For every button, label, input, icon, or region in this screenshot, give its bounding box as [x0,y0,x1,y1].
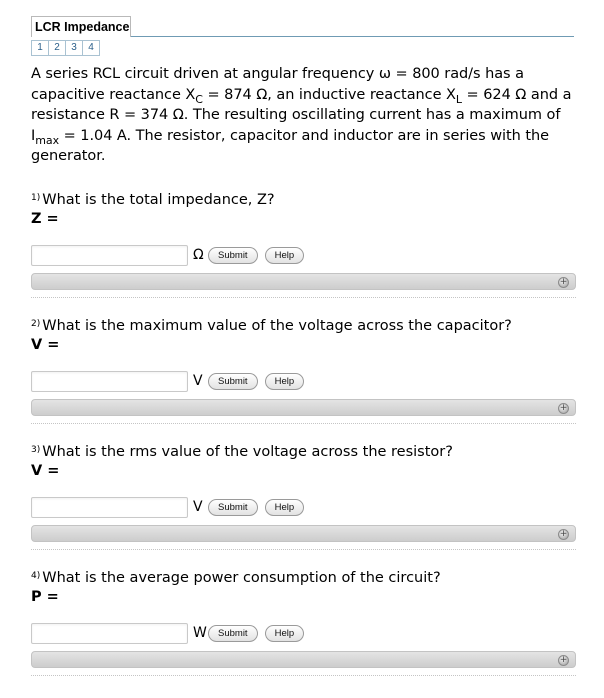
answer-input-2[interactable] [31,371,188,392]
unit-label-4: W [193,625,207,641]
question-1-number: 1) [31,193,41,203]
page-link-2[interactable]: 2 [48,40,66,56]
unit-label-3: V [193,499,203,515]
question-3-number: 3) [31,445,41,455]
page-link-3[interactable]: 3 [65,40,83,56]
hint-bar-2[interactable] [31,399,576,416]
plus-circle-icon[interactable]: + [559,277,568,287]
question-divider-3 [31,549,576,550]
question-2-text: What is the maximum value of the voltage across the capacitor? [42,318,512,334]
question-2 [31,315,576,413]
question-1-answer-row [31,244,311,266]
help-button-1[interactable]: Help [265,247,305,264]
problem-title: LCR Impedance [31,16,131,37]
subscript-max: max [35,133,60,147]
question-divider-1 [31,297,576,298]
intro-text-3: = 624 Ω and a resistance R = 374 Ω. The resulting oscillating current has a maximum of I [31,86,572,144]
question-4-text: What is the average power consumption of the circuit? [42,570,441,586]
page-navigation [31,40,99,56]
problem-statement [31,64,576,167]
unit-label-1: Ω [193,247,204,263]
question-divider-4 [31,675,576,676]
question-2-prompt [31,315,576,336]
question-1 [31,189,576,287]
answer-input-3[interactable] [31,497,188,518]
submit-button-1[interactable]: Submit [208,247,258,264]
answer-input-4[interactable] [31,623,188,644]
page-link-4[interactable]: 4 [82,40,100,56]
intro-text-4: = 1.04 A. The resistor, capacitor and inductor are in series with the generator. [31,127,550,164]
question-4 [31,567,576,665]
question-3-prompt [31,441,576,462]
submit-button-2[interactable]: Submit [208,373,258,390]
help-button-4[interactable]: Help [265,625,305,642]
intro-text-2: = 874 Ω, an inductive reactance X [202,86,456,103]
answer-input-1[interactable] [31,245,188,266]
submit-button-3[interactable]: Submit [208,499,258,516]
plus-circle-icon[interactable]: + [559,403,568,413]
plus-circle-icon[interactable]: + [559,655,568,665]
question-4-number: 4) [31,571,41,581]
question-1-text: What is the total impedance, Z? [42,192,275,208]
question-1-variable: Z = [31,211,59,227]
question-3-variable: V = [31,463,60,479]
question-1-prompt [31,189,576,210]
question-3-text: What is the rms value of the voltage across the resistor? [42,444,453,460]
question-4-variable: P = [31,589,59,605]
question-divider-2 [31,423,576,424]
subscript-c: C [195,92,203,106]
question-2-answer-row [31,370,311,392]
question-2-number: 2) [31,319,41,329]
subscript-l: L [455,92,462,106]
question-4-prompt [31,567,576,588]
question-3 [31,441,576,539]
question-2-variable: V = [31,337,60,353]
help-button-3[interactable]: Help [265,499,305,516]
hint-bar-1[interactable] [31,273,576,290]
help-button-2[interactable]: Help [265,373,305,390]
unit-label-2: V [193,373,203,389]
intro-text-1: A series RCL circuit driven at angular frequency ω = 800 rad/s has a capacitive reactance X [31,66,524,103]
plus-circle-icon[interactable]: + [559,529,568,539]
question-4-answer-row [31,622,311,644]
question-3-answer-row [31,496,311,518]
submit-button-4[interactable]: Submit [208,625,258,642]
hint-bar-4[interactable] [31,651,576,668]
page-link-1[interactable]: 1 [31,40,49,56]
hint-bar-3[interactable] [31,525,576,542]
